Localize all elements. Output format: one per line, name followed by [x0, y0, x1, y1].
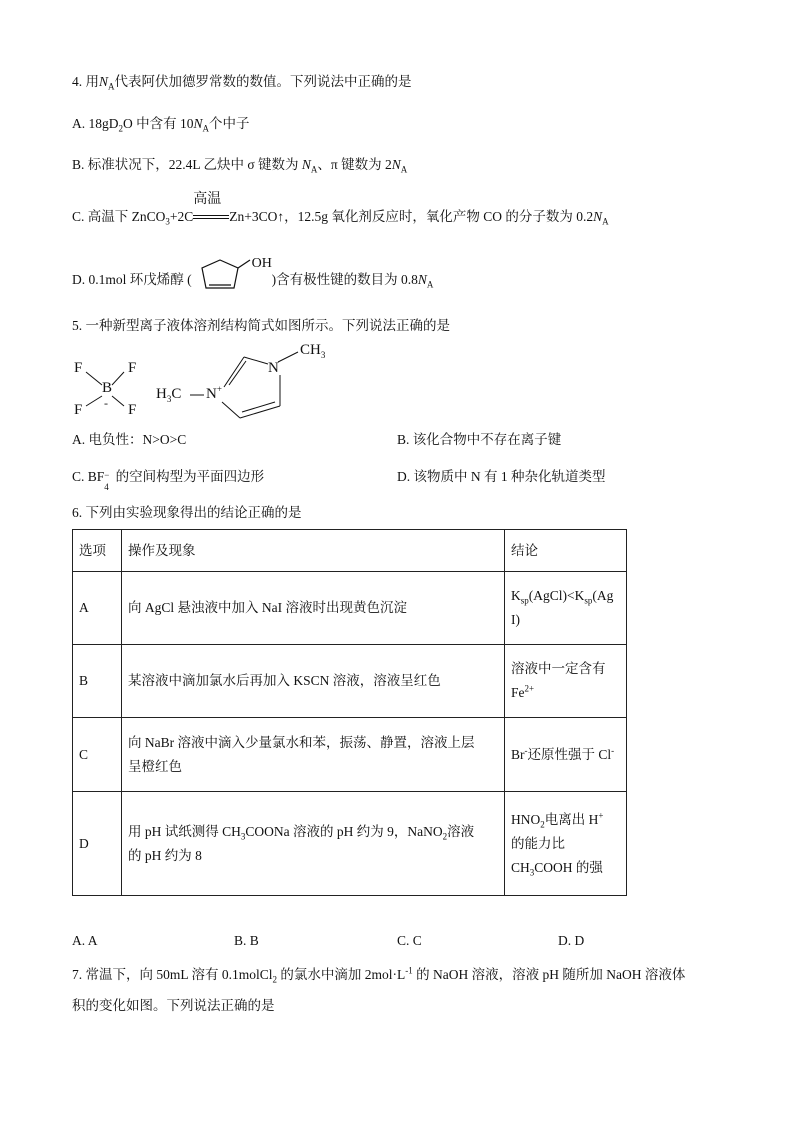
- row-operation: [122, 718, 505, 792]
- table-header-row: [73, 530, 627, 572]
- superscript: −: [104, 470, 110, 480]
- subscript: 3: [240, 831, 246, 842]
- na-subscript: A: [426, 279, 434, 290]
- row-conclusion: [505, 645, 627, 718]
- subscript: 2: [272, 974, 278, 985]
- subscript: sp: [520, 595, 529, 606]
- text: O 中含有 10: [123, 116, 194, 131]
- subscript: 2: [442, 831, 448, 842]
- subscript: 2: [540, 819, 545, 830]
- text: 、π 键数为 2: [317, 157, 392, 172]
- row-option: D: [73, 792, 122, 896]
- row-operation: 向 AgCl 悬浊液中加入 NaI 溶液时出现黄色沉淀: [122, 572, 505, 645]
- n-plus-label: [206, 386, 222, 403]
- q7-stem-line1: [72, 965, 685, 985]
- q5-option-c: [72, 467, 265, 492]
- subscript: sp: [584, 595, 593, 606]
- subscript: 2: [118, 123, 123, 134]
- row-operation: [122, 792, 505, 896]
- q6-answer-b: B. B: [234, 933, 259, 948]
- q4-option-d: [72, 256, 434, 290]
- row-conclusion: [505, 718, 627, 792]
- text: 的 pH 约为 8: [128, 847, 202, 863]
- text: 用 pH 试纸测得 CH: [128, 823, 241, 839]
- superscript: 2+: [524, 683, 535, 694]
- text: 向 NaBr 溶液中滴入少量氯水和苯，振荡、静置，溶液上层: [128, 734, 475, 750]
- table-row: [73, 572, 627, 645]
- na-subscript: A: [310, 164, 318, 175]
- na-symbol: N: [593, 209, 603, 224]
- oh-label: OH: [251, 256, 272, 271]
- boron-label: B: [102, 380, 113, 396]
- text: N: [206, 386, 217, 402]
- reaction-condition: [193, 192, 229, 227]
- row-option: C: [73, 718, 122, 792]
- fluorine-label: F: [128, 360, 137, 376]
- na-symbol: N: [417, 272, 427, 287]
- condition-label: 高温: [193, 192, 222, 207]
- text: Zn+3CO↑，12.5g 氧化剂反应时，氧化产物 CO 的分子数为 0.2: [229, 209, 594, 224]
- text: (AgCl)<K: [528, 588, 585, 603]
- table-row: [73, 645, 627, 718]
- text: 7. 常温下，向 50mL 溶有 0.1molCl: [72, 967, 273, 982]
- subscript: 3: [166, 394, 172, 404]
- row-option: B: [73, 645, 122, 718]
- text: C: [171, 386, 182, 402]
- text: )含有极性键的数目为 0.8: [271, 272, 418, 287]
- header-option: 选项: [73, 530, 122, 572]
- fluorine-label: F: [74, 360, 83, 376]
- header-conclusion: 结论: [505, 530, 627, 572]
- sub-sup-stack: [104, 470, 112, 492]
- text: 电离出 H: [544, 811, 599, 827]
- ch3-group: [300, 342, 325, 359]
- table-row: [73, 792, 627, 896]
- q4-option-c: [72, 192, 609, 227]
- fluorine-label: F: [74, 402, 83, 418]
- subscript: 3: [165, 216, 170, 227]
- na-symbol: N: [301, 157, 311, 172]
- text: C. BF: [72, 469, 105, 484]
- text: 还原性强于 Cl: [527, 746, 612, 762]
- q5-option-b: B. 该化合物中不存在离子键: [397, 432, 562, 447]
- charge-minus: -: [104, 396, 108, 410]
- text: A. 18gD: [72, 116, 119, 131]
- q4-stem-text-b: 代表阿伏加德罗常数的数值。下列说法中正确的是: [114, 74, 412, 89]
- equals-sign: [193, 215, 229, 219]
- q4-stem-text-a: 4. 用: [72, 74, 99, 89]
- text: H: [156, 386, 167, 402]
- text: 的空间构型为平面四边形: [112, 469, 265, 484]
- row-operation: 某溶液中滴加氯水后再加入 KSCN 溶液，溶液呈红色: [122, 645, 505, 718]
- na-subscript: A: [602, 216, 609, 227]
- q6-answer-a: A. A: [72, 933, 98, 948]
- q6-answer-c: C. C: [397, 933, 422, 948]
- text: 的能力比: [511, 835, 565, 851]
- na-subscript: A: [400, 164, 408, 175]
- text: CH: [511, 859, 530, 875]
- text: 个中子: [209, 116, 250, 131]
- superscript: -: [611, 745, 615, 755]
- text: 的 NaOH 溶液，溶液 pH 随所加 NaOH 溶液体: [412, 967, 686, 982]
- q5-option-d: D. 该物质中 N 有 1 种杂化轨道类型: [397, 469, 606, 484]
- subscript: 4: [104, 482, 109, 492]
- na-subscript: A: [108, 81, 115, 92]
- subscript: 3: [320, 350, 326, 360]
- q6-stem: 6. 下列由实验现象得出的结论正确的是: [72, 505, 302, 520]
- imidazolium-ring-icon: [72, 340, 372, 425]
- na-symbol: N: [391, 157, 401, 172]
- text: I): [511, 612, 520, 627]
- text: HNO: [511, 811, 541, 827]
- subscript: 3: [529, 867, 535, 878]
- row-conclusion: [505, 572, 627, 645]
- na-symbol: N: [99, 74, 109, 89]
- q4-option-a: [72, 114, 250, 134]
- text: COONa 溶液的 pH 约为 9，NaNO: [245, 823, 443, 839]
- text: Fe: [511, 685, 525, 700]
- text: C. 高温下 ZnCO: [72, 209, 166, 224]
- text: 溶液中一定含有: [511, 661, 606, 676]
- q4-stem: [72, 72, 412, 92]
- q6-table: [72, 529, 627, 896]
- text: B. 标准状况下，22.4L 乙炔中 σ 键数为: [72, 157, 302, 172]
- q6-answer-d: D. D: [558, 933, 585, 948]
- q7-stem-line2: 积的变化如图。下列说法正确的是: [72, 998, 275, 1013]
- text: +2C: [169, 209, 194, 224]
- cyclopentenol-structure: [192, 256, 272, 290]
- ionic-liquid-structure: [72, 340, 372, 425]
- header-operation: 操作及现象: [122, 530, 505, 572]
- fluorine-label: F: [128, 402, 137, 418]
- q4-option-b: [72, 155, 407, 175]
- text: 的氯水中滴加 2mol·L: [277, 967, 406, 982]
- na-symbol: N: [193, 116, 203, 131]
- h3c-group: [156, 386, 181, 403]
- q5-option-a: A. 电负性：N>O>C: [72, 432, 187, 447]
- text: D. 0.1mol 环戊烯醇 (: [72, 272, 192, 287]
- row-option: A: [73, 572, 122, 645]
- text: CH: [300, 342, 321, 358]
- text: Br: [511, 746, 525, 762]
- row-conclusion: [505, 792, 627, 896]
- text: COOH 的强: [534, 859, 603, 875]
- superscript: -1: [405, 965, 413, 976]
- superscript: +: [216, 384, 222, 394]
- superscript: +: [598, 810, 604, 820]
- text: (Ag: [592, 588, 614, 603]
- text: 溶液: [447, 823, 475, 839]
- nitrogen-label: N: [268, 360, 279, 376]
- table-row: [73, 718, 627, 792]
- text: 呈橙红色: [128, 758, 182, 774]
- na-subscript: A: [202, 123, 210, 134]
- q5-stem: 5. 一种新型离子液体溶剂结构简式如图所示。下列说法正确的是: [72, 318, 450, 333]
- superscript: -: [524, 745, 528, 755]
- text: K: [511, 588, 521, 603]
